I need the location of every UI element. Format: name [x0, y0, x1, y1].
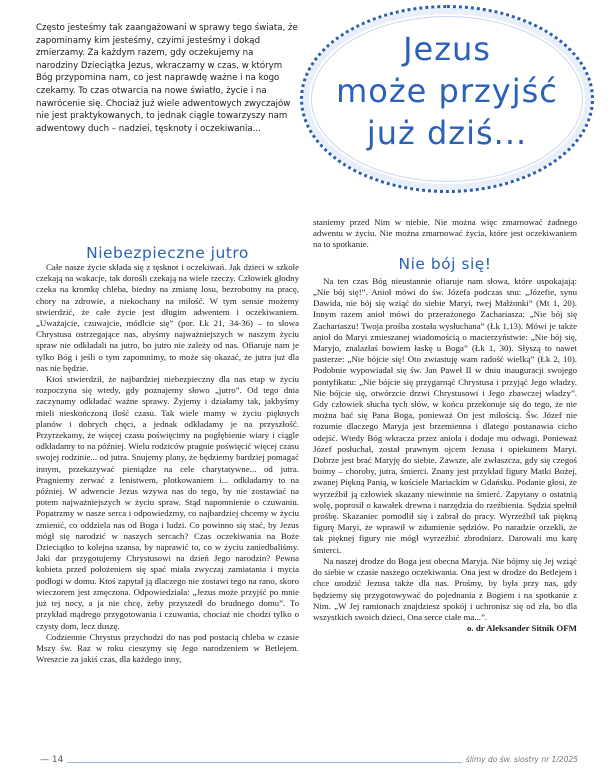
title-line-1: Jezus: [403, 30, 491, 68]
author-signature: o. dr Aleksander Sitnik OFM: [467, 623, 577, 634]
section-heading-niebezpieczne-jutro: Niebezpieczne jutro: [86, 244, 249, 262]
page-number: — 14: [36, 755, 67, 765]
section1-paragraph: Ktoś stwierdził, że najbardziej niebezpieczny dla nas etap w życiu rozpoczyna się wtedy, gdy poznajemy słowo „jutro”. Od tego dnia zaczynamy odkładać ważne sprawy. Żyjemy i działamy tak, jakbyśmy mieli nieskończoną ilość czasu. Tak wiele mamy w życiu pięknych planów i dobrych chęci, a jednak odkładamy je na przyszłość. Przyrzekamy, że więcej czasu poświęcimy na pogłębienie wiary i ciągle odkładamy to na później. Wielu rodziców pragnie poświęcić więcej czasu swojej rodzinie... od jutra. Snujemy plany, że będziemy bardziej pomagać innym, przekazywać pieniądze na cele charytatywne... od jutra. Pragniemy zerwać z lenistwem, plotkowaniem i... odkładamy to na później. W adwencie Jezus wzywa nas do tego, by nie zostawiać na potem najważniejszych w życiu spraw. Stąd napomnienie o czuwaniu. Popatrzmy w nasze serca i odpowiedzmy, co najbardziej chcemy w życiu zmienić, co oddziela nas od Boga i ludzi. Co powinno się stać, by Jezus mógł się narodzić w naszych sercach? Czas oczekiwania na Boże Dzieciątko to kolejna szansa, by naprawić to, co w życiu zaniedbaliśmy. Jaki dar przygotujemy Chrystusowi na dzień Jego narodzin? Pewna kobieta przed położeniem się spać miała zwyczaj zamiatania i mycia podłogi w domu. Ktoś zapytał ją dlaczego nie zostawi tego na rano, skoro wieczorem jest zmęczona. Odpowiedziała: „Jezus może przyjść po mnie już tej nocy, a ja nie chcę, żeby przyszedł do brudnego domu”. To przykład mądrego przygotowania i czuwania, chociaż nie chodzi tylko o czysty dom, lecz duszę.: [36, 374, 299, 631]
left-column: [36, 262, 299, 665]
section-heading-nie-boj-sie: Nie bój się!: [398, 254, 492, 273]
article-title: [300, 28, 594, 154]
section1-paragraph: Codziennie Chrystus przychodzi do nas pod postacią chleba w czasie Mszy św. Raz w roku cieszymy się Jego narodzeniem w Betlejem. Wreszcie za jakiś czas, dla każdego inny,: [36, 631, 299, 665]
section2-paragraph: Na ten czas Bóg nieustannie ofiaruje nam słowa, które uspokajają: „Nie bój się!”. Anioł mówi do św. Józefa podczas snu: „Józefie, synu Dawida, nie bój się wziąć do siebie Maryi, twej Małżonki” (Mt 1, 20). Innym razem anioł mówi do przerażonego Zachariasza: „Nie bój się Zachariaszu! Twoja prośba została wysłuchana” (Łk 1,13). Mówi je także anioł do Maryi zmieszanej wiadomością o macierzyństwie: „Nie bój się, Maryjo, znalazłaś bowiem łaskę u Boga” (Łk 1, 30). Słyszą to nawet pasterze: „Nie bójcie się! Oto zwiastuję wam radość wielką” (Łk 2, 10). Podobnie wypowiadał się św. Jan Paweł II w dniu inauguracji swojego pontyfikatu: „Nie bójcie się przygarnąć Chrystusa i przyjąć Jego władzy. Nie bójcie się, otwórzcie drzwi Chrystusowi i Jego zbawczej władzy”. Gdy człowiek słucha tych słów, w końcu przekonuje się do tego, że nie można bać się Pana Boga, ponieważ On jest miłością. Św. Józef nie rozumie dlaczego Maryja jest brzemienna i dlatego postanawia cicho odejść. Wtedy Bóg wkracza przez anioła i dodaje mu odwagi. Ponieważ Józef posłuchał, został prawnym ojcem Jezusa i opiekunem Maryi. Dobrze jest brać Maryję do siebie. Zawsze, ale zwłaszcza, gdy się czegoś boimy – choroby, jutra, śmierci. Znany jest przykład figury Matki Bożej, zwanej Piękną Panią, w kościele Mariackim w Gdańsku. Podanie głosi, że wyrzeźbił ją człowiek skazany niewinnie na śmierć. Zapytany o ostatnią wolę, poprosił o kawałek drewna i narzędzia do rzeźbienia. Sędzia spełnił prośbę. Skazaniec pomodlił się i zabrał do pracy. Wyrzeźbił tak piękną figurę Maryi, że wprawił w zdumienie sędziów. Po naradzie orzekli, że tak pięknej figury nie mógł wyrzeźbić zbrodniarz. Darowali mu karę śmierci.: [313, 275, 577, 555]
section2-paragraph: Na naszej drodze do Boga jest obecna Maryja. Nie bójmy się Jej wziąć do siebie w czasie naszego oczekiwania. Ona jest w drodze do Betlejem i chce urodzić Jezusa także dla nas. Prośmy, by była przy nas, gdy będziemy się przygotowywać do pojednania z Bogiem i na spotkanie z Nim. „W Jej ramionach znajdziesz spokój i uchronisz się od zła, bo dla wszystkich swoich dzieci, Ona serce ciałe ma...”.: [313, 555, 577, 622]
running-title: ślimy do św. siostry nr 1/2025: [462, 755, 582, 764]
section1-paragraph: Całe nasze życie składa się z tęsknot i oczekiwań. Jak dzieci w szkole czekają na wakacje, tak dorośli czekają na wiele rzeczy. Człowiek głodny czeka na kromkę chleba, biedny na zmianę losu, bezrobotny na pracę, chory na zdrowie, a niekochany na miłość. W tym sensie możemy stwierdzić, że całe życie jest długim adwentem i oczekiwaniem. „Uważajcie, czuwajcie, módlcie się” (por. Łk 21, 34-36) – to słowa Chrystusa ostrzegające nas, abyśmy najważniejszych w naszym życiu spraw nie odkładali na jutro, bo jutro nie zależy od nas. Ofiaruje nam je tylko Bóg i jeśli o tym zapomnimy, to może się okazać, że jutra już dla nas nie będzie.: [36, 262, 299, 373]
title-line-3: już dziś...: [366, 114, 528, 152]
title-line-2: może przyjść: [336, 72, 558, 110]
right-column: [313, 217, 577, 634]
section1-continuation: staniemy przed Nim w niebie. Nie można więc zmarnować żadnego adwentu w życiu. Nie można zmarnować życia, które jest oczekiwaniem na to spotkanie.: [313, 217, 577, 250]
intro-block: [36, 22, 298, 135]
intro-text: Często jesteśmy tak zaangażowani w sprawy tego świata, że zapominamy kim jesteśmy, czyimi jesteśmy i dokąd zmierzamy. Za każdym razem, gdy oczekujemy na narodziny Dzieciątka Jezus, wkraczamy w czas, w którym Bóg przypomina nam, co jest naprawdę ważne i na kogo czekamy. To czas otwarcia na nowe światło, życie i na nawrócenie się. Chociaż już wiele adwentowych zwyczajów nie jest praktykowanych, to jednak ciągle towarzyszy nam adwentowy duch – nadziei, tęsknoty i oczekiwania...: [36, 23, 298, 134]
